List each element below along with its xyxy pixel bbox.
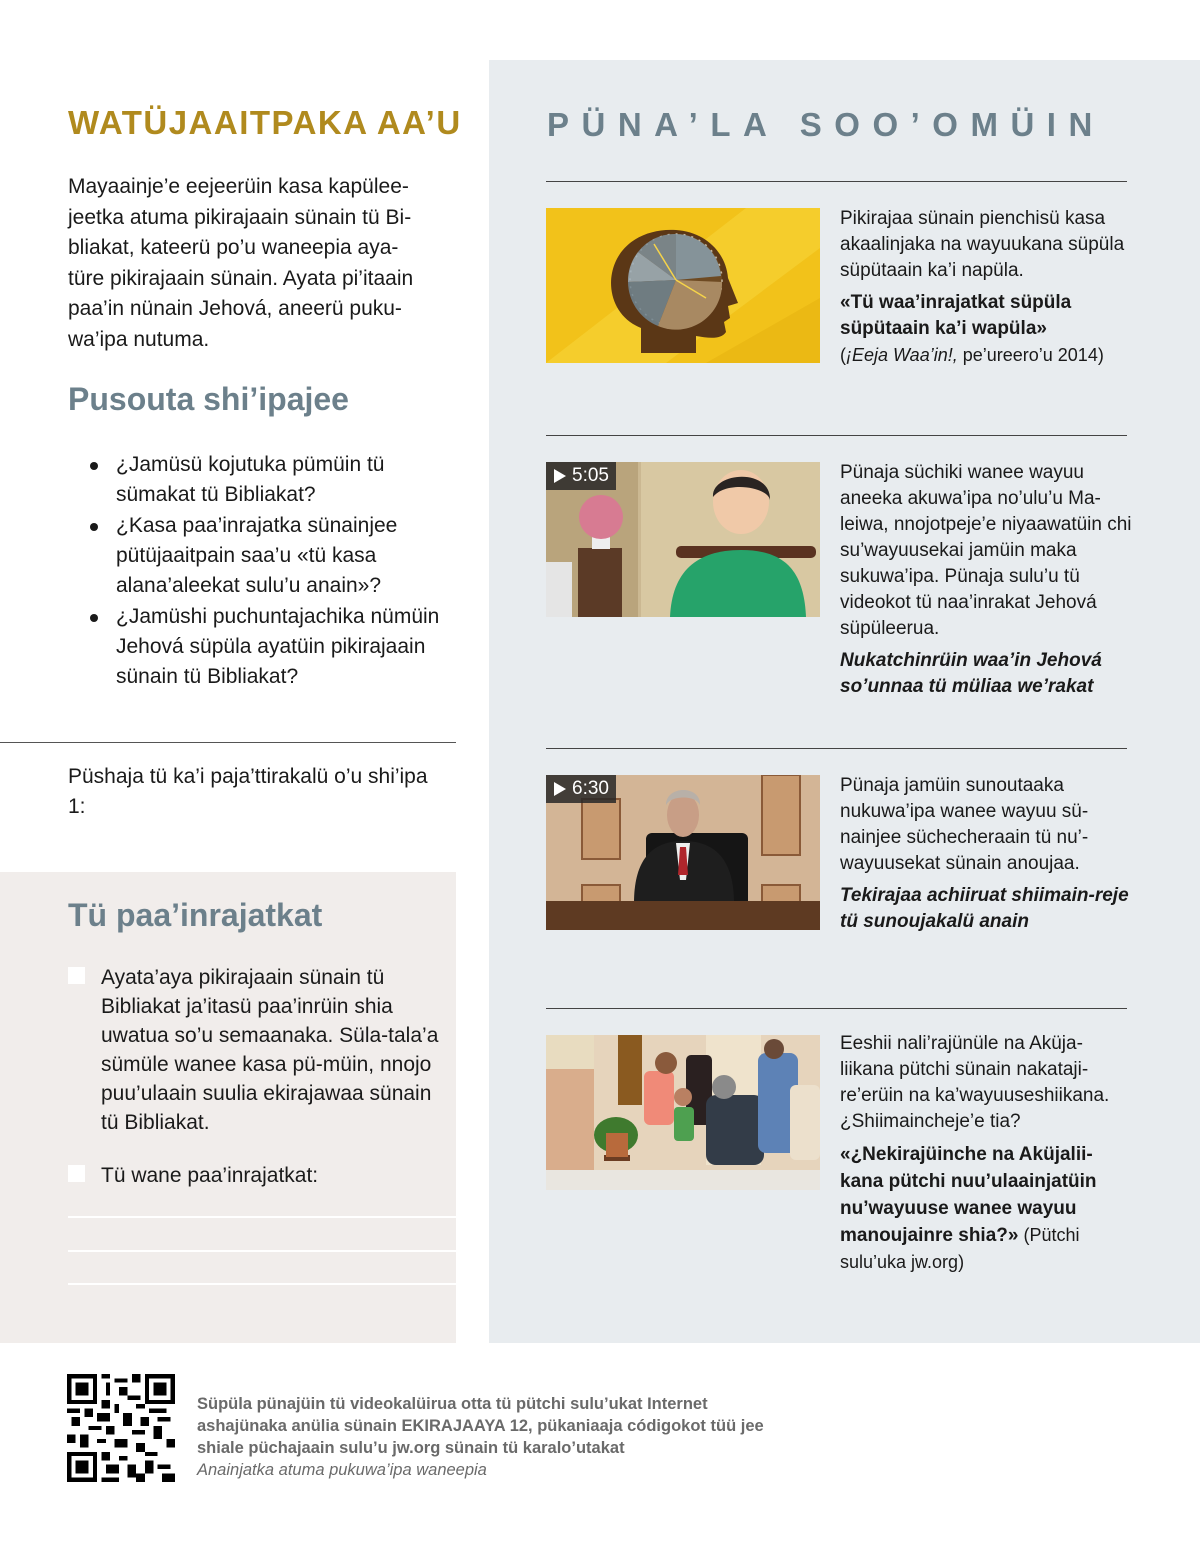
intro-line: paa’in nünain Jehová, aneerü puku- [68,297,402,320]
source-citation [840,342,1135,368]
goals-heading: Tü paa’inrajatkat [68,897,323,933]
goal-text: Tü wane paa’inrajatkat: [101,1164,319,1187]
video-duration-badge [546,775,616,803]
article-thumbnail[interactable] [546,1035,820,1190]
checkbox[interactable] [68,1165,85,1182]
reading-entry [840,206,1135,368]
video-thumbnail[interactable] [546,775,820,930]
entry-description: Pünaja jamüin sunoutaaka nukuwa’ipa wanee wayuu sü-nainjee süchecheraain tü nu’-wayuusekat sünain anoujaa. [840,775,1089,874]
intro-line: türe pikirajaain sünain. Ayata pi’itaain [68,266,414,290]
video-thumbnail[interactable] [546,462,820,617]
article-link[interactable]: «¿Nekirajüinche na Aküjalii-kana pütchi nuu’ulaainjatüin nu’wayuuse wanee wayuu manoujainre shia?» [840,1144,1097,1246]
intro-line: Mayaainje’e eejeerüin kasa kapülee- [68,175,409,198]
divider [0,742,456,743]
head-clock-illustration [546,208,820,363]
paren: ( [840,345,846,365]
question-text: ¿Jamüshi puchuntajachika nümüin Jehová süpüla ayatüin pikirajaain sünain tü Bibliakat? [116,605,440,688]
bullet-icon [90,523,98,531]
publication-source: (Pütchi sulu’uka jw.org) [840,1225,1080,1272]
entry-description: Eeshii nali’rajünüle na Aküja-liikana pütchi sünain nakataji-re’erüin na ka’wayuuseshiikana. ¿Shiimaincheje’e tia? [840,1033,1110,1132]
footer-instructions: Süpüla pünajüin tü videokalüirua otta tü pütchi sulu’ukat Internet ashajünaka anülia sünain EKIRAJAAYA 12, pükaniaaja códigokot tüü jee shiale püchajaain sulu’u jw.org sünain tü karalo’utakat [197,1395,764,1457]
article-thumbnail[interactable] [546,208,820,363]
divider [546,435,1127,436]
footer-note [197,1393,797,1481]
divider [546,1008,1127,1009]
goal-item[interactable] [68,963,448,1137]
review-heading: Pusouta shi’ipajee [68,381,349,417]
checkbox[interactable] [68,967,85,984]
write-in-line[interactable] [68,1283,456,1285]
family-greeting-photo [546,1035,820,1190]
duration-text: 6:30 [572,778,609,799]
question-text: ¿Jamüsü kojutuka pümüin tü sümakat tü Bibliakat? [116,453,385,506]
qr-code-icon[interactable] [67,1374,175,1482]
entry-description: Pünaja süchiki wanee wayuu aneeka akuwa’ipa no’ulu’u Ma-leiwa, nnojotpeje’e niyaawatüin chi su’wayuusekai jamüin maka sukuwa’ipa. Pünaja sulu’u tü videokot tü naa’inrakat Jehová süpüleerua. [840,462,1132,639]
play-icon [554,782,566,796]
date-prompt: Püshaja tü ka’i paja’ttirakalü o’u shi’ipa 1: [68,765,428,818]
video-link[interactable]: Tekirajaa achiiruat shiimain-reje tü sunoujakalü anain [840,885,1129,932]
article-link[interactable]: «Tü waa’inrajatkat süpüla süpütaain ka’i wapüla» [840,292,1072,339]
section-title: WATÜJAAITPAKA AA’U [68,104,462,141]
write-in-line[interactable] [68,1216,456,1218]
intro-paragraph [68,172,458,355]
divider [546,748,1127,749]
intro-line: jeetka atuma pikirajaain sünain tü Bi- [68,205,412,229]
intro-line: bliakat, kateerü po’u waneepia aya- [68,236,399,259]
panel-title: PÜNA’LA SOO’OMÜIN [547,106,1105,143]
intro-line: wa’ipa nutuma. [68,327,210,351]
goal-text: Ayata’aya pikirajaain sünain tü Bibliakat ja’itasü paa’inrüin shia uwatua so’u semaanaka. Süla-tala’a sümüle wanee kasa pü-müin, nnojo puu’ulaain suulia ekirajawaa sünain tü Bibliakat. [101,966,439,1134]
question-text: ¿Kasa paa’inrajatka sünainjee pütüjaaitpain saa’u «tü kasa alana’aleekat sulu’u anain»? [116,514,398,597]
video-link[interactable]: Nukatchinrüin waa’in Jehová so’unnaa tü müliaa we’rakat [840,650,1102,697]
play-icon [554,469,566,483]
publication-date: pe’ureero’u 2014) [957,345,1104,365]
publication-name: ¡Eeja Waa’in!, [846,345,958,365]
footer-reference: Anainjatka atuma pukuwa’ipa waneepia [197,1461,487,1479]
goal-item[interactable] [68,1161,448,1190]
divider [546,181,1127,182]
entry-description: Pikirajaa sünain pienchisü kasa akaalinjaka na wayuukana süpüla süpütaain ka’i napüla. [840,208,1125,281]
question-item [90,511,450,601]
reading-entry [840,460,1135,700]
bullet-icon [90,614,98,622]
video-duration-badge [546,462,616,490]
write-in-line[interactable] [68,1250,456,1252]
review-questions [90,450,450,693]
bullet-icon [90,462,98,470]
source-citation [840,1141,1135,1275]
question-item [90,450,450,510]
reading-entry [840,773,1135,935]
reading-entry [840,1031,1135,1275]
question-item [90,602,450,692]
duration-text: 5:05 [572,465,609,486]
